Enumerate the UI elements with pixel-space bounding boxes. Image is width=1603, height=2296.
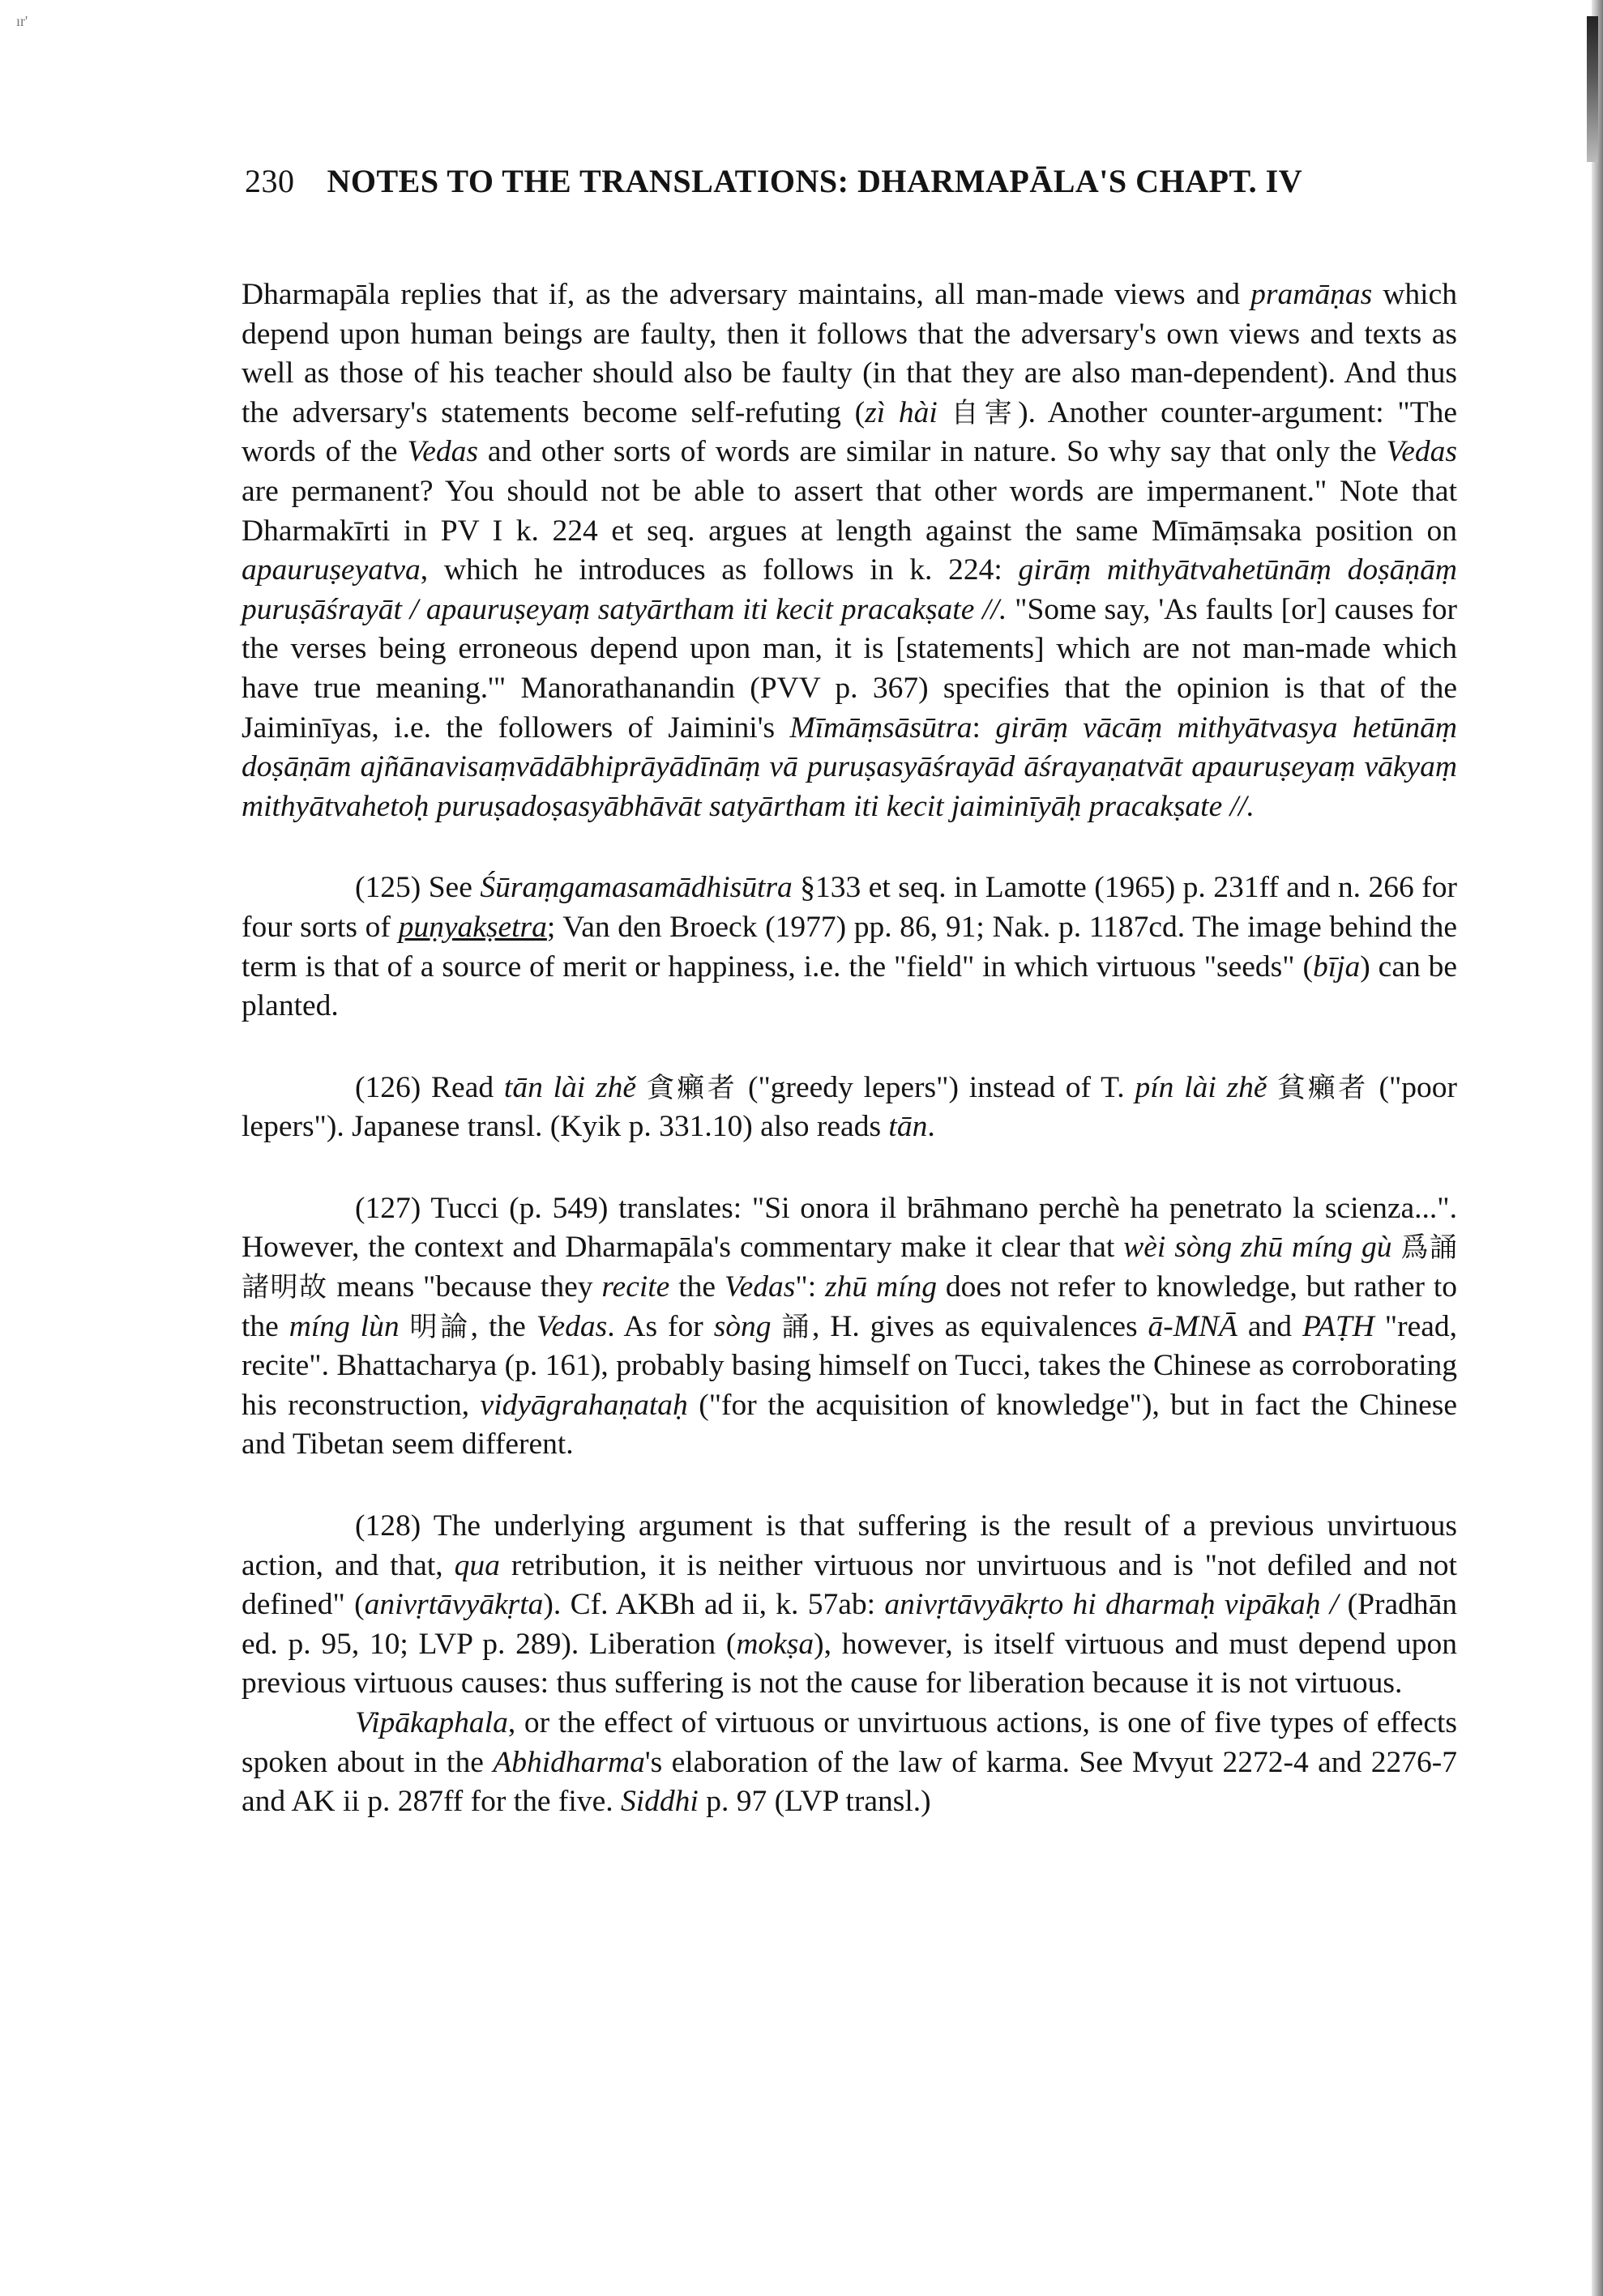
text-run: p. 97 (LVP transl.) (698, 1785, 931, 1819)
text-run: ("greedy lepers") instead of T. (737, 1070, 1135, 1104)
italic-term: míng lùn (289, 1309, 400, 1343)
italic-term: apauruṣeyatva (242, 553, 421, 587)
chinese-characters: 貪癩者 (646, 1071, 738, 1104)
chinese-characters: 爲誦諸明故 (242, 1231, 1458, 1304)
text-run: ), however, is itself virtuous and must depend upon previous virtuous causes: thus suffering is not the cause for liberation because it is not virtuous. (242, 1627, 1457, 1701)
italic-term: wèi sòng zhū míng gù (1123, 1231, 1392, 1265)
text-run: and (1237, 1309, 1302, 1343)
text-run: which depend upon human beings are faulty, then it follows that the adversary's own views and texts as well as those of his teacher should also be faulty (in that they are also man-dependent). And thus the adversary's statements become self-refuting ( (242, 278, 1457, 429)
scan-edge-shadow (1592, 0, 1603, 2296)
scan-edge-mark (1587, 16, 1598, 162)
italic-term: Vedas (407, 435, 478, 469)
note-128 (242, 1507, 1457, 1704)
text-run: 's elaboration of the law of karma. See Mvyut 2272-4 and 2276-7 and AK ii p. 287ff for the five. (242, 1745, 1457, 1819)
italic-term: girāṃ mithyātvahetūnāṃ doṣāṇāṃ puruṣāśrayāt / apauruṣeyaṃ satyārtham iti kecit pracakṣate //. (242, 553, 1457, 626)
text-run: ("for the acquisition of knowledge"), but in fact the Chinese and Tibetan seem different. (242, 1388, 1457, 1462)
text-run: ) can be planted. (242, 950, 1458, 1023)
text-run (772, 1310, 782, 1343)
text-run: retribution, it is neither virtuous nor unvirtuous and is "not defiled and not defined" ( (242, 1548, 1457, 1622)
italic-term: Vedas (724, 1270, 796, 1304)
paragraph-continuation (242, 275, 1457, 826)
text-run: and other sorts of words are similar in nature. So why say that only the (477, 435, 1387, 469)
running-head (245, 162, 1460, 200)
note-128-continued (242, 1704, 1457, 1822)
text-run: ": (795, 1270, 826, 1304)
italic-term: Mīmāṃsāsūtra (789, 711, 972, 745)
text-run (400, 1310, 410, 1343)
text-run (1392, 1231, 1401, 1264)
text-run: . As for (607, 1309, 714, 1343)
italic-term: zì hài (865, 395, 938, 429)
chinese-characters: 自害 (951, 396, 1019, 429)
text-run: , H. gives as equivalences (812, 1309, 1148, 1343)
text-run: §133 et seq. in Lamotte (1965) p. 231ff and n. 266 for four sorts of (242, 871, 1457, 944)
italic-term: PAṬH (1302, 1309, 1374, 1343)
running-title: NOTES TO THE TRANSLATIONS: DHARMAPĀLA'S CHAPT. IV (327, 163, 1303, 199)
italic-term: sòng (713, 1309, 772, 1343)
text-run (1267, 1071, 1278, 1104)
italic-term: pín lài zhě (1135, 1070, 1267, 1104)
italic-term: Śūraṃgamasamādhisūtra (480, 871, 793, 905)
italic-term: Vipākaphala (355, 1706, 508, 1739)
italic-term: tān (888, 1110, 928, 1144)
text-run: (Pradhān ed. p. 95, 10; LVP p. 289). Liberation ( (242, 1588, 1458, 1661)
text-run: , or the effect of virtuous or unvirtuous actions, is one of five types of effects spoken about in the (242, 1706, 1457, 1779)
text-run: the (669, 1270, 725, 1304)
text-run: are permanent? You should not be able to assert that other words are impermanent." Note that Dharmakīrti in PV I k. 224 et seq. argues at length against the same Mīmāṃsaka position on (242, 474, 1457, 548)
italic-term: bīja (1312, 950, 1361, 984)
text-run: (128) The underlying argument is that suffering is the result of a previous unvirtuous action, and that, (242, 1509, 1457, 1582)
chinese-characters: 貧癩者 (1277, 1071, 1369, 1104)
page-number: 230 (245, 163, 295, 199)
note-126 (242, 1069, 1457, 1147)
note-125 (242, 868, 1457, 1026)
italic-term: pramāṇas (1250, 278, 1373, 311)
text-run: does not refer to knowledge, but rather to the (242, 1270, 1457, 1343)
text-run: . (927, 1110, 935, 1144)
chinese-characters: 明論 (409, 1310, 471, 1343)
text-run: "Some say, 'As faults [or] causes for the verses being erroneous depend upon man, it is [statements] which are not man-made which have true meaning.'" Manorathanandin (PVV p. 367) specifies that the opinion is that of the Jaiminīyas, i.e. the followers of Jaimini's (242, 592, 1457, 745)
italic-term: tān lài zhě (503, 1070, 637, 1104)
text-run: : (972, 711, 996, 745)
chinese-characters: 誦 (781, 1310, 813, 1343)
italic-term: Vedas (1386, 435, 1457, 469)
text-run: means "because they (327, 1270, 602, 1304)
text-run: ("poor lepers"). Japanese transl. (Kyik p. 331.10) also reads (242, 1070, 1458, 1144)
italic-term: Siddhi (620, 1785, 699, 1819)
text-run (636, 1071, 647, 1104)
italic-term: qua (454, 1548, 500, 1582)
note-127 (242, 1189, 1457, 1465)
text-run (938, 396, 951, 429)
text-run: (127) Tucci (p. 549) translates: "Si onora il brāhmano perchè ha penetrato la scienza...". However, the context and Dharmapāla's commentary make it clear that (242, 1191, 1457, 1265)
italic-term: vidyāgrahaṇataḥ (480, 1388, 688, 1422)
corner-mark: ır' (16, 13, 28, 29)
italic-term: girāṃ vācāṃ mithyātvasya hetūnāṃ doṣāṇām ajñānavisaṃvādābhiprāyādīnāṃ vā puruṣasyāśrayād āśrayaṇatvāt apauruṣeyaṃ vākyaṃ mithyātvahetoḥ puruṣadoṣasyābhāvāt satyārtham iti kecit jaiminīyāḥ pracakṣate //. (242, 711, 1457, 823)
notes-body (242, 275, 1457, 1822)
italic-term: anivṛtāvyākṛto hi dharmaḥ vipākaḥ / (884, 1588, 1339, 1622)
text-run: Dharmapāla replies that if, as the adversary maintains, all man-made views and (242, 278, 1251, 311)
italic-term: puṇyakṣetra (398, 910, 547, 944)
italic-term: ā-MNĀ (1148, 1309, 1238, 1343)
italic-term: recite (601, 1270, 670, 1304)
text-run: ; Van den Broeck (1977) pp. 86, 91; Nak. p. 1187cd. The image behind the term is that of a source of merit or happiness, i.e. the "field" in which virtuous "seeds" ( (242, 910, 1457, 984)
text-run: , which he introduces as follows in k. 224: (420, 553, 1019, 587)
italic-term: Abhidharma (493, 1745, 645, 1779)
text-run: , the (470, 1309, 536, 1343)
italic-term: zhū míng (825, 1270, 937, 1304)
text-run: (125) See (355, 871, 481, 905)
text-run: ). Cf. AKBh ad ii, k. 57ab: (543, 1588, 885, 1622)
italic-term: mokṣa (736, 1627, 814, 1661)
text-run: ). Another counter-argument: "The words of the (242, 395, 1458, 469)
text-run: (126) Read (355, 1070, 504, 1104)
text-run: "read, recite". Bhattacharya (p. 161), probably basing himself on Tucci, takes the Chinese as corroborating his reconstruction, (242, 1309, 1458, 1422)
italic-term: Vedas (536, 1309, 608, 1343)
italic-term: anivṛtāvyākṛta (364, 1588, 544, 1622)
